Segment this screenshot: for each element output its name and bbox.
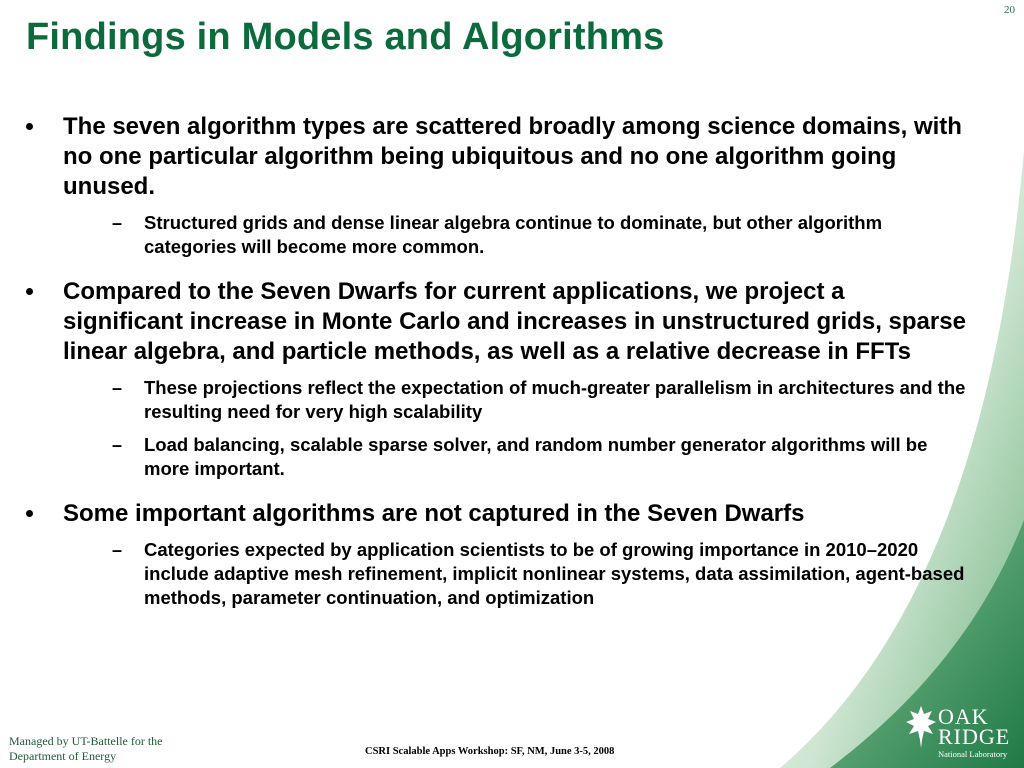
bullet-text: The seven algorithm types are scattered broadly among science domains, with no one particular algorithm being ubiquitous and no one algorithm going unused. xyxy=(63,113,962,200)
bullet-dot-icon xyxy=(26,123,33,130)
sub-bullet-item xyxy=(63,211,966,259)
slide-number: 20 xyxy=(1004,4,1015,16)
footer-managed-by xyxy=(9,734,163,764)
bullet-item xyxy=(26,277,966,481)
ornl-logo xyxy=(904,704,1016,762)
footer-left-line2: Department of Energy xyxy=(9,749,117,763)
sub-bullet-text: Load balancing, scalable sparse solver, and random number generator algorithms will be more important. xyxy=(144,434,928,479)
leaf-icon xyxy=(904,704,938,750)
logo-subtitle: National Laboratory xyxy=(938,749,1008,759)
bullet-item xyxy=(26,112,966,259)
bullet-text: Compared to the Seven Dwarfs for current applications, we project a significant increase in Monte Carlo and increases in unstructured grids, sparse linear algebra, and particle methods, as well as a relative decrease in FFTs xyxy=(63,278,966,365)
dash-icon: – xyxy=(112,540,123,560)
sub-bullet-text: Structured grids and dense linear algebra continue to dominate, but other algorithm categories will become more common. xyxy=(144,212,883,257)
logo-word-ridge: RIDGE xyxy=(938,724,1011,749)
bullet-dot-icon xyxy=(26,288,33,295)
dash-icon: – xyxy=(112,213,123,233)
slide-title: Findings in Models and Algorithms xyxy=(26,16,665,58)
sub-bullet-item xyxy=(63,538,966,610)
bullet-item xyxy=(26,499,966,610)
bullet-dot-icon xyxy=(26,510,33,517)
footer-left-line1: Managed by UT-Battelle for the xyxy=(9,734,163,748)
dash-icon: – xyxy=(112,435,123,455)
sub-bullet-item xyxy=(63,433,966,481)
sub-bullet-text: These projections reflect the expectation of much-greater parallelism in architectures and the resulting need for very high scalability xyxy=(144,377,966,422)
footer-workshop: CSRI Scalable Apps Workshop: SF, NM, June 3-5, 2008 xyxy=(365,746,615,757)
logo-word-oak: OAK xyxy=(938,704,989,729)
sub-bullet-item xyxy=(63,376,966,424)
slide-body xyxy=(26,112,966,619)
dash-icon: – xyxy=(112,378,123,398)
bullet-text: Some important algorithms are not captured in the Seven Dwarfs xyxy=(63,500,805,527)
sub-bullet-text: Categories expected by application scientists to be of growing importance in 2010–2020 include adaptive mesh refinement, implicit nonlinear systems, data assimilation, agent-based methods, parameter continuation, and optimization xyxy=(144,539,965,608)
